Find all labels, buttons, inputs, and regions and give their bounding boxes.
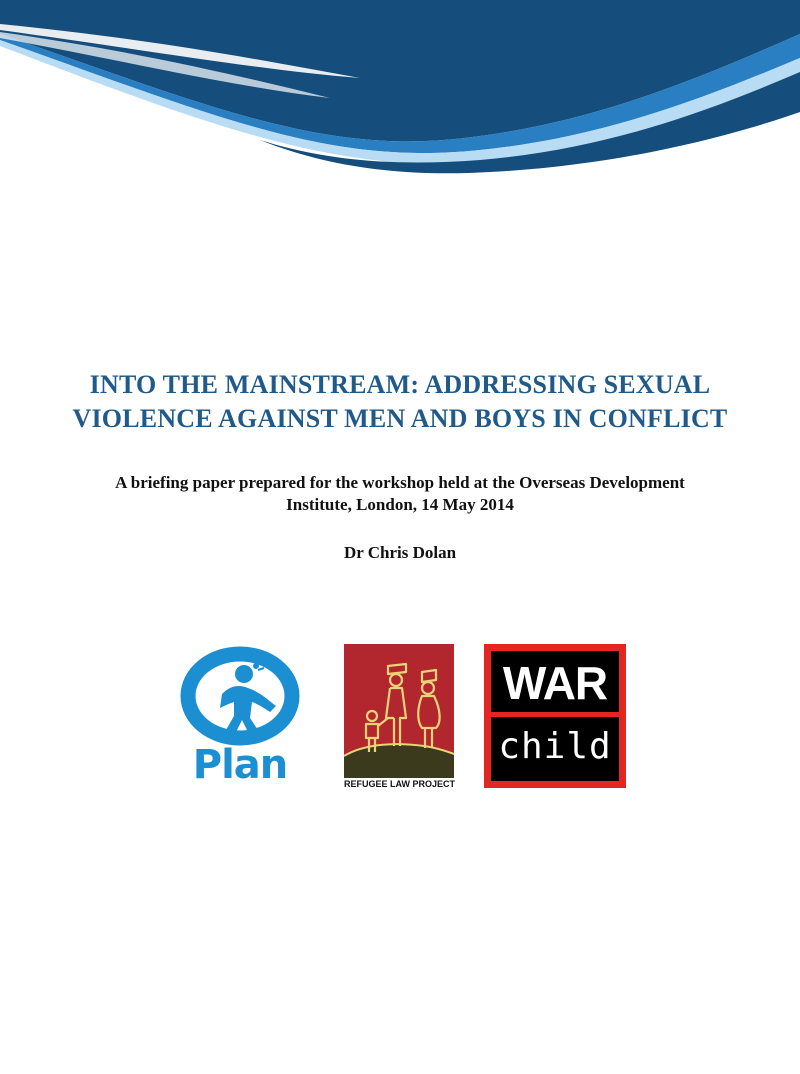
refugee-law-project-logo — [344, 644, 454, 794]
document-subtitle — [0, 472, 800, 516]
plan-child-icon — [178, 646, 302, 746]
plan-logo-label: Plan — [192, 742, 288, 788]
war-child-logo-word-child: child — [498, 726, 612, 767]
refugee-law-project-caption: REFUGEE LAW PROJECT — [344, 779, 456, 789]
document-title-line2: VIOLENCE AGAINST MEN AND BOYS IN CONFLICT — [72, 404, 728, 433]
rlp-family-icon — [344, 644, 454, 778]
document-author: Dr Chris Dolan — [343, 543, 457, 562]
wave-header-banner — [0, 0, 800, 175]
document-title — [0, 368, 800, 436]
war-child-logo-divider — [491, 712, 619, 717]
document-subtitle-line2: Institute, London, 14 May 2014 — [286, 495, 514, 514]
document-title-line1: INTO THE MAINSTREAM: ADDRESSING SEXUAL — [89, 370, 711, 399]
plan-logo — [178, 646, 302, 791]
war-child-logo-word-war: WAR — [502, 657, 608, 709]
document-subtitle-line1: A briefing paper prepared for the workshop held at the Overseas Development — [115, 473, 685, 492]
war-child-logo — [484, 644, 626, 788]
